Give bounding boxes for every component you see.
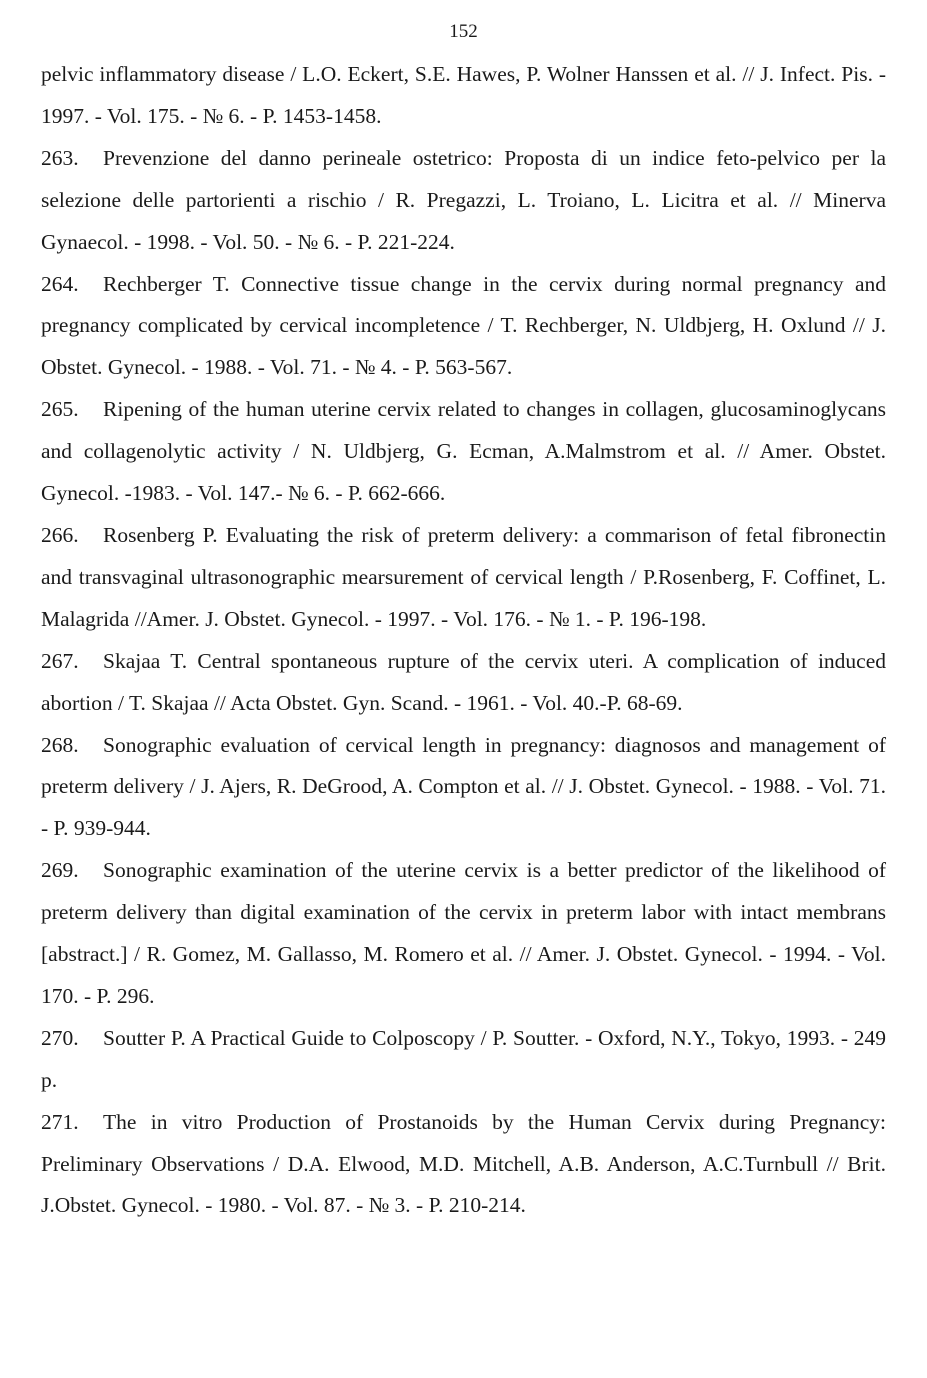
reference-text: The in vitro Production of Prostanoids by the Human Cervix during Pregnancy: Preliminary Observations / D.A. Elwood, M.D. Mitchell, A.B. Anderson, A.C.Turnbull // Brit. J.Obstet. Gynecol. - 1980. - Vol. 87. - № 3. - P. 210-214. [41,1109,886,1218]
reference-text: pelvic inflammatory disease / L.O. Eckert, S.E. Hawes, P. Wolner Hanssen et al. // J. Infect. Pis. - 1997. - Vol. 175. - № 6. - P. 1453-1458. [41,62,886,128]
reference-item [41,515,886,641]
reference-item [41,138,886,264]
reference-text: Sonographic evaluation of cervical length in pregnancy: diagnosos and management of preterm delivery / J. Ajers, R. DeGrood, A. Compton et al. // J. Obstet. Gynecol. - 1988. - Vol. 71. - P. 939-944. [41,732,886,841]
reference-text: Rechberger T. Connective tissue change in the cervix during normal pregnancy and pregnancy complicated by cervical incompletence / T. Rechberger, N. Uldbjerg, H. Oxlund // J. Obstet. Gynecol. - 1988. - Vol. 71. - № 4. - P. 563-567. [41,271,886,380]
reference-list [41,54,886,1227]
reference-text: Skajaa T. Central spontaneous rupture of the cervix uteri. A complication of induced abortion / T. Skajaa // Acta Obstet. Gyn. Scand. - 1961. - Vol. 40.-P. 68-69. [41,648,886,715]
reference-item [41,850,886,1018]
reference-item [41,1018,886,1102]
reference-text: Soutter P. A Practical Guide to Colposcopy / P. Soutter. - Oxford, N.Y., Tokyo, 1993. - 249 p. [41,1025,886,1092]
reference-item [41,1102,886,1228]
reference-item [41,264,886,390]
reference-number: 268. [41,732,79,757]
reference-number: 271. [41,1109,79,1134]
reference-text: Ripening of the human uterine cervix related to changes in collagen, glucosaminoglycans and collagenolytic activity / N. Uldbjerg, G. Ecman, A.Malmstrom et al. // Amer. Obstet. Gynecol. -1983. - Vol. 147.- № 6. - P. 662-666. [41,397,886,506]
reference-text: Sonographic examination of the uterine cervix is a better predictor of the likelihood of preterm delivery than digital examination of the cervix in preterm labor with intact membrans [abstract.] / R. Gomez, M. Gallasso, M. Romero et al. // Amer. J. Obstet. Gynecol. - 1994. - Vol. 170. - P. 296. [41,858,886,1008]
reference-number: 269. [41,858,79,883]
page-number: 152 [449,21,478,42]
reference-number: 267. [41,648,79,673]
reference-text: Prevenzione del danno perineale ostetrico: Proposta di un indice feto-pelvico per la selezione delle partorienti a rischio / R. Pregazzi, L. Troiano, L. Licitra et al. // Minerva Gynaecol. - 1998. - Vol. 50. - № 6. - P. 221-224. [41,145,886,254]
reference-number: 263. [41,145,79,170]
reference-text: Rosenberg P. Evaluating the risk of preterm delivery: a commarison of fetal fibronectin and transvaginal ultrasonographic mearsurement of cervical length / P.Rosenberg, F. Coffinet, L. Malagrida //Amer. J. Obstet. Gynecol. - 1997. - Vol. 176. - № 1. - P. 196-198. [41,522,886,631]
reference-item [41,389,886,515]
reference-number: 270. [41,1025,79,1050]
reference-item [41,641,886,725]
reference-number: 265. [41,397,79,422]
reference-number: 264. [41,271,79,296]
reference-item [41,725,886,851]
reference-item-continuation [41,54,886,138]
reference-number: 266. [41,522,79,547]
